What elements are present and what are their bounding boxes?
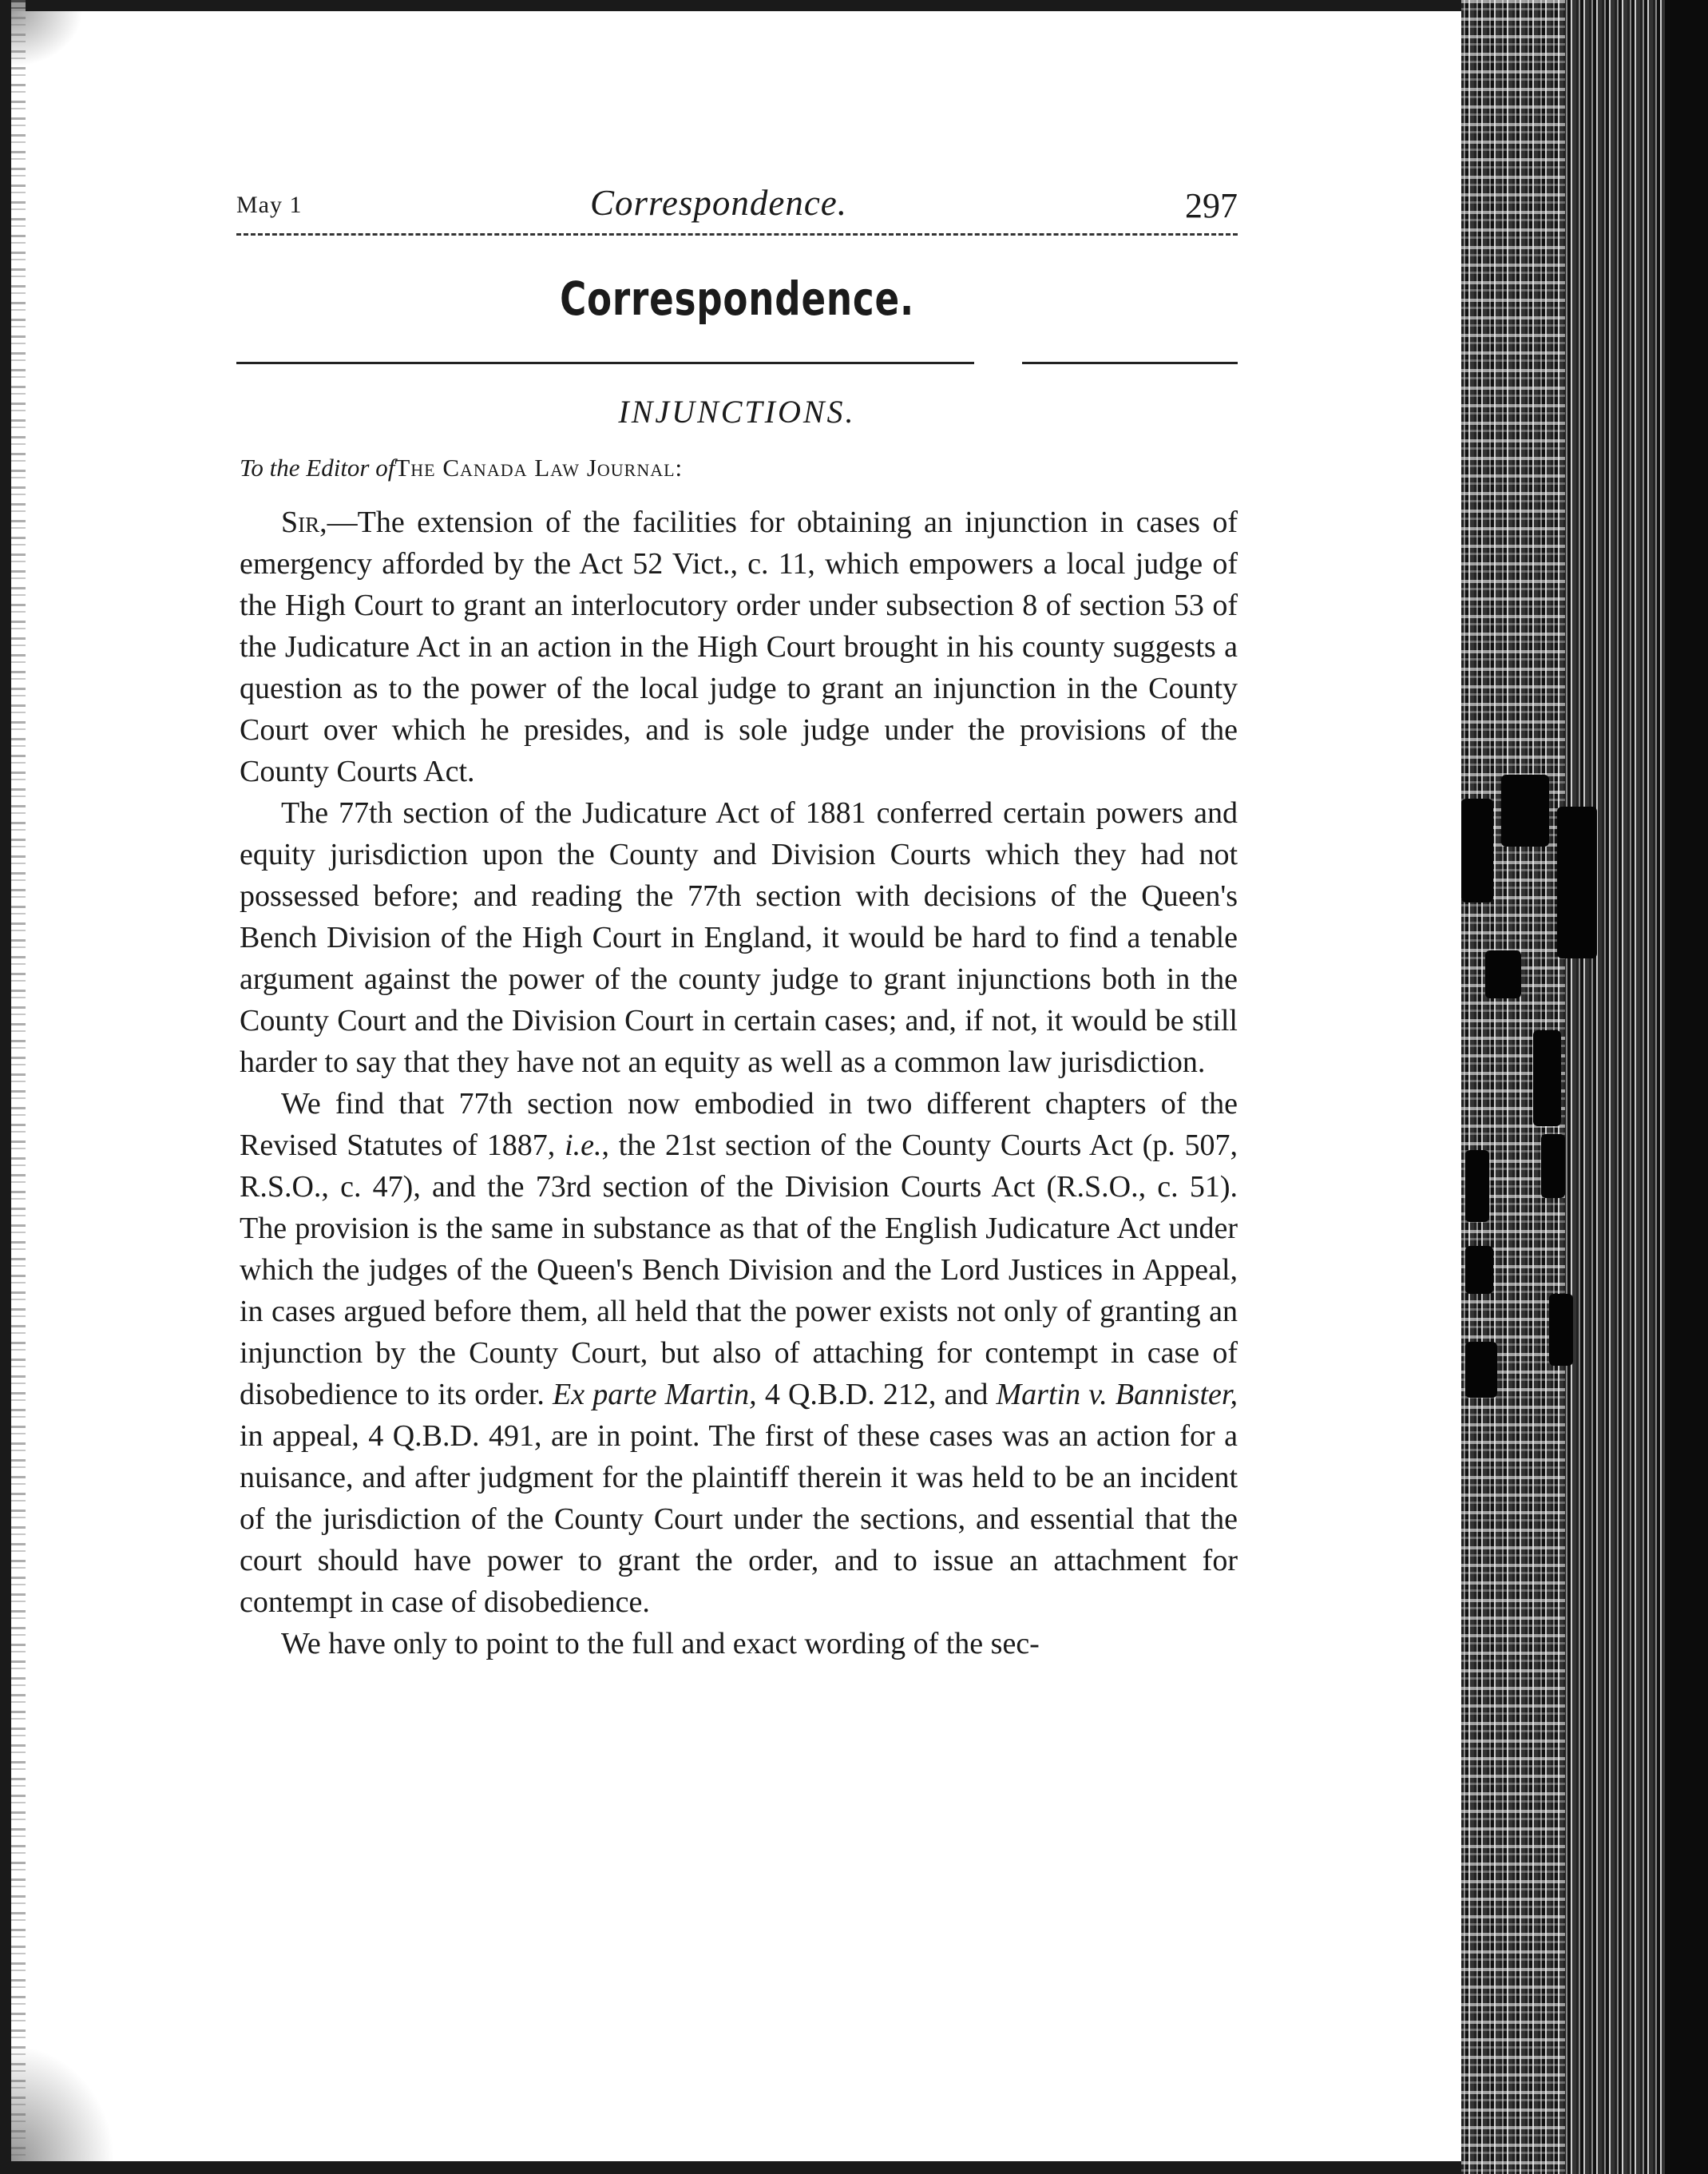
scan-bottom-border [0,2161,1469,2174]
scan-corner-smudge-top [11,11,83,67]
paragraph-text: , the 21st section of the County Courts Act (p. 507, R.S.O., c. 47), and the 73rd section of the Division Courts Act (R.S.O., c. 51). The provision is the same in substance as that of the English Judicature Act under which the judges of the Queen's Bench Division and the Lord Justices in Appeal, in cases argued before them, all held that the power exists not only of granting an injunction by the County Court, but also of attaching for contempt in case of disobedience to its order. [240,1129,1238,1411]
salutation [240,454,1238,482]
scan-left-border [0,0,11,2174]
article-title: INJUNCTIONS. [618,394,856,430]
book-spine-shadow [1665,0,1708,2174]
case-citation: Martin v. Bannister, [996,1378,1238,1411]
paragraph-text: —The extension of the facilities for obtaining an injunction in cases of emergency afforded by the Act 52 Vict., c. 11, which empowers a local judge of the High Court to grant an interlocutory order under subsection 8 of section 53 of the Judicature Act in an action in the High Court brought in his county suggests a question as to the power of the local judge to grant an injunction in the County Court over which he presides, and is sole judge under the provisions of the County Courts Act. [240,506,1238,788]
paragraph: We have only to point to the full and exact wording of the sec- [281,1627,1040,1660]
scan-top-border [0,0,1469,11]
spine-lettering-mark [1485,950,1521,998]
spine-lettering-mark [1465,1342,1497,1398]
paragraph-text: 4 Q.B.D. 212, and [756,1378,997,1411]
paragraph-opening: Sir, [281,506,327,539]
spine-lettering-mark [1501,775,1549,847]
section-title-rule [236,362,1238,364]
page-number: 297 [1185,186,1238,225]
rule-gap [974,359,1022,367]
spine-lettering-mark [1549,1294,1573,1366]
scan-corner-smudge-bottom [11,2045,115,2161]
running-header [236,182,1238,230]
spine-lettering-mark [1465,1150,1489,1222]
header-running-title: Correspondence. [590,183,848,223]
spine-lettering-mark [1461,799,1493,903]
article-body [240,502,1238,1664]
paragraph: The 77th section of the Judicature Act of 1881 conferred certain powers and equity jurisdiction upon the County and Division Courts which they had not possessed before; and reading the 77th section with decisions of the Queen's Bench Division of the High Court in England, it would be hard to find a tenable argument against the power of the county judge to grant injunctions both in the County Court and the Division Court in certain cases; and, if not, it would be still harder to say that they have not an equity as well as a common law jurisdiction. [240,796,1238,1079]
salutation-prefix: To the Editor of [240,454,395,482]
scan-left-edge-noise [11,0,26,2174]
abbreviation: i.e. [565,1129,602,1162]
paragraph-text: We find that 77th section now embodied in two different chapters of the Revised Statutes of 1887, [240,1087,1238,1162]
section-title: Correspondence. [560,272,914,326]
header-rule [236,233,1238,236]
header-date: May 1 [236,192,303,218]
spine-lettering-mark [1557,807,1597,958]
spine-lettering-mark [1465,1246,1493,1294]
salutation-publication: The Canada Law Journal: [394,454,684,482]
spine-lettering-mark [1541,1134,1565,1198]
paragraph-text: in appeal, 4 Q.B.D. 491, are in point. The first of these cases was an action for a nuisance, and after judgment for the plaintiff therein it was held to be an incident of the jurisdiction of the County Court under the sections, and essential that the court should have power to grant the order, and to issue an attachment for contempt in case of disobedience. [240,1419,1238,1619]
paragraph [240,502,1238,792]
case-citation: Ex parte Martin, [553,1378,757,1411]
paragraph [240,1083,1238,1623]
spine-lettering-mark [1533,1030,1561,1126]
